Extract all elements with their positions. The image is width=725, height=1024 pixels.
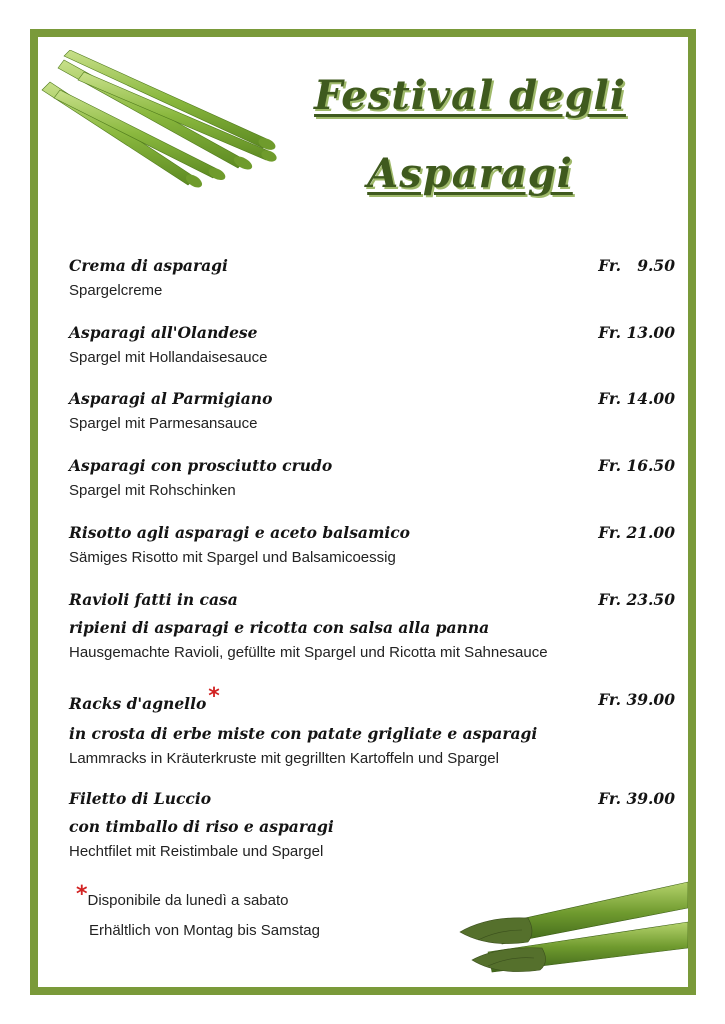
menu-item xyxy=(69,323,679,366)
asterisk-mark: * xyxy=(208,684,220,709)
menu-item xyxy=(69,456,679,499)
item-subtitle: ripieni di asparagi e ricotta con salsa alla panna xyxy=(69,618,490,637)
item-description: Spargel mit Rohschinken xyxy=(69,482,236,499)
item-name: Filetto di Luccio xyxy=(69,789,212,808)
item-subtitle: con timballo di riso e asparagi xyxy=(69,817,334,836)
note-text-it: Disponibile da lunedì a sabato xyxy=(87,892,289,909)
menu-title-line2: Asparagi xyxy=(367,150,573,197)
item-price: Fr. 14.00 xyxy=(598,389,675,408)
asterisk-mark: * xyxy=(76,882,88,907)
item-description: Hausgemachte Ravioli, gefüllte mit Spargel und Ricotta mit Sahnesauce xyxy=(69,644,548,661)
item-name-row xyxy=(69,684,679,715)
item-price: Fr. 39.00 xyxy=(598,789,675,808)
item-name: Risotto agli asparagi e aceto balsamico xyxy=(69,523,411,542)
menu-item xyxy=(69,523,679,566)
item-description: Sämiges Risotto mit Spargel und Balsamicoessig xyxy=(69,549,396,566)
availability-note-it xyxy=(76,882,289,911)
item-name: Asparagi al Parmigiano xyxy=(69,389,273,408)
item-price: Fr. 9.50 xyxy=(598,256,675,275)
item-description: Lammracks in Kräuterkruste mit gegrillten Kartoffeln und Spargel xyxy=(69,750,499,767)
availability-note-de: Erhältlich von Montag bis Samstag xyxy=(89,922,320,939)
menu-item xyxy=(69,684,679,767)
item-price: Fr. 16.50 xyxy=(598,456,675,475)
item-price: Fr. 23.50 xyxy=(598,590,675,609)
item-description: Spargelcreme xyxy=(69,282,163,299)
item-price: Fr. 13.00 xyxy=(598,323,675,342)
item-description: Spargel mit Parmesansauce xyxy=(69,415,258,432)
menu-item xyxy=(69,590,679,661)
asparagus-image-bottom xyxy=(458,872,688,984)
menu-item xyxy=(69,256,679,299)
item-subtitle: in crosta di erbe miste con patate grigliate e asparagi xyxy=(69,724,538,743)
item-description: Hechtfilet mit Reistimbale und Spargel xyxy=(69,843,324,860)
item-name: Asparagi con prosciutto crudo xyxy=(69,456,333,475)
item-name: Crema di asparagi xyxy=(69,256,228,275)
item-price: Fr. 21.00 xyxy=(598,523,675,542)
item-name: Ravioli fatti in casa xyxy=(69,590,238,609)
item-name: Racks d'agnello xyxy=(69,694,207,713)
menu-item xyxy=(69,389,679,432)
item-name: Asparagi all'Olandese xyxy=(69,323,258,342)
item-description: Spargel mit Hollandaisesauce xyxy=(69,349,268,366)
menu-item xyxy=(69,789,679,860)
menu-title-line1: Festival degli xyxy=(314,72,626,119)
asparagus-image-top xyxy=(38,50,278,200)
item-price: Fr. 39.00 xyxy=(598,690,675,709)
